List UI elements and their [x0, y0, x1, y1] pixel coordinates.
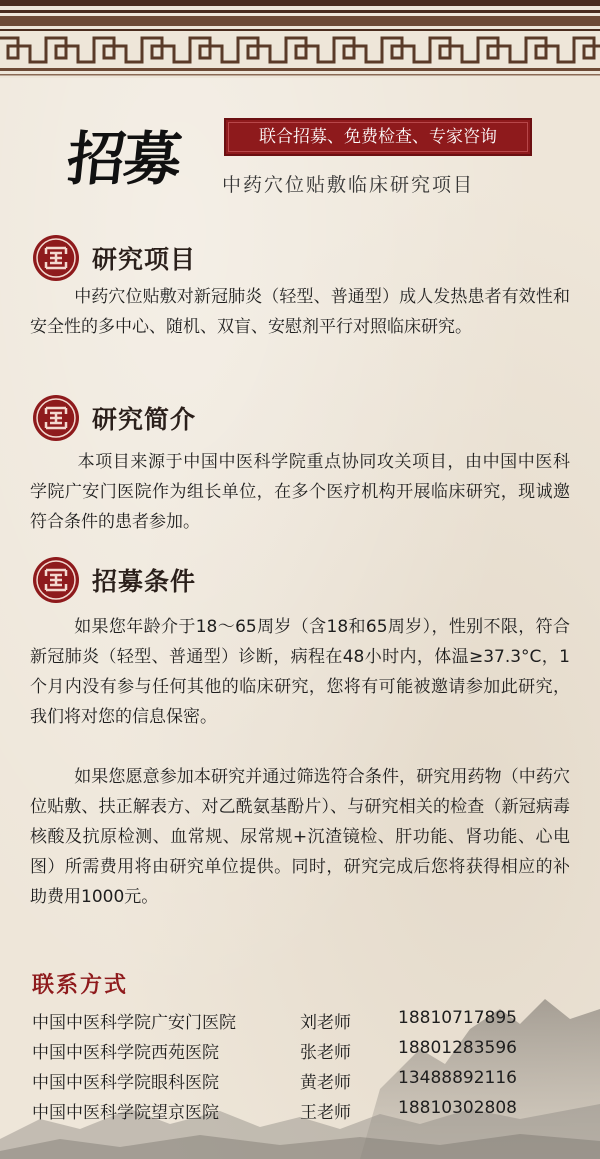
project-subtitle: 中药穴位贴敷临床研究项目 — [222, 174, 475, 196]
contact-row — [32, 1068, 572, 1098]
contact-title: 联系方式 — [32, 973, 129, 998]
section-title-project: 研究项目 — [92, 245, 197, 274]
contact-row — [32, 1098, 572, 1128]
contact-row — [32, 1038, 572, 1068]
contact-row — [32, 1008, 572, 1038]
recruit-title: 招募 — [63, 125, 184, 193]
contact-hospital: 中国中医科学院望京医院 — [32, 1103, 219, 1123]
contact-hospital: 中国中医科学院眼科医院 — [32, 1073, 219, 1093]
section-emblem-icon — [32, 556, 80, 604]
contact-person: 黄老师 — [300, 1073, 351, 1093]
section-emblem-icon — [32, 234, 80, 282]
contact-phone[interactable]: 18801283596 — [398, 1038, 517, 1058]
section-text-compensation: 如果您愿意参加本研究并通过筛选符合条件，研究用药物（中药穴位贴敷、扶正解表方、对乙酰氨基酚片）、与研究相关的检查（新冠病毒核酸及抗原检测、血常规、尿常规+沉渣镜检、肝功能、肾功能、心电图）所需费用将由研究单位提供。同时，研究完成后您将获得相应的补助费用1000元。 — [30, 767, 570, 907]
top-decorative-border — [0, 0, 600, 78]
contact-hospital: 中国中医科学院广安门医院 — [32, 1013, 236, 1033]
section-emblem-icon — [32, 394, 80, 442]
contact-person: 王老师 — [300, 1103, 351, 1123]
section-title-criteria: 招募条件 — [92, 567, 197, 596]
contact-phone[interactable]: 18810302808 — [398, 1098, 517, 1118]
contact-hospital: 中国中医科学院西苑医院 — [32, 1043, 219, 1063]
section-text-project: 中药穴位贴敷对新冠肺炎（轻型、普通型）成人发热患者有效性和安全性的多中心、随机、双盲、安慰剂平行对照临床研究。 — [30, 287, 570, 337]
section-text-criteria: 如果您年龄介于18～65周岁（含18和65周岁），性别不限，符合新冠肺炎（轻型、普通型）诊断，病程在48小时内，体温≥37.3°C，1个月内没有参与任何其他的临床研究，您将有可能被邀请参加此研究，我们将对您的信息保密。 — [30, 617, 570, 727]
contact-phone[interactable]: 18810717895 — [398, 1008, 517, 1028]
banner-tagline: 联合招募、免费检查、专家咨询 — [224, 118, 532, 156]
section-text-intro: 本项目来源于中国中医科学院重点协同攻关项目，由中国中医科学院广安门医院作为组长单位，在多个医疗机构开展临床研究，现诚邀符合条件的患者参加。 — [30, 452, 570, 532]
contact-person: 刘老师 — [300, 1013, 351, 1033]
contact-phone[interactable]: 13488892116 — [398, 1068, 517, 1088]
contact-person: 张老师 — [300, 1043, 351, 1063]
section-title-intro: 研究简介 — [92, 405, 197, 434]
